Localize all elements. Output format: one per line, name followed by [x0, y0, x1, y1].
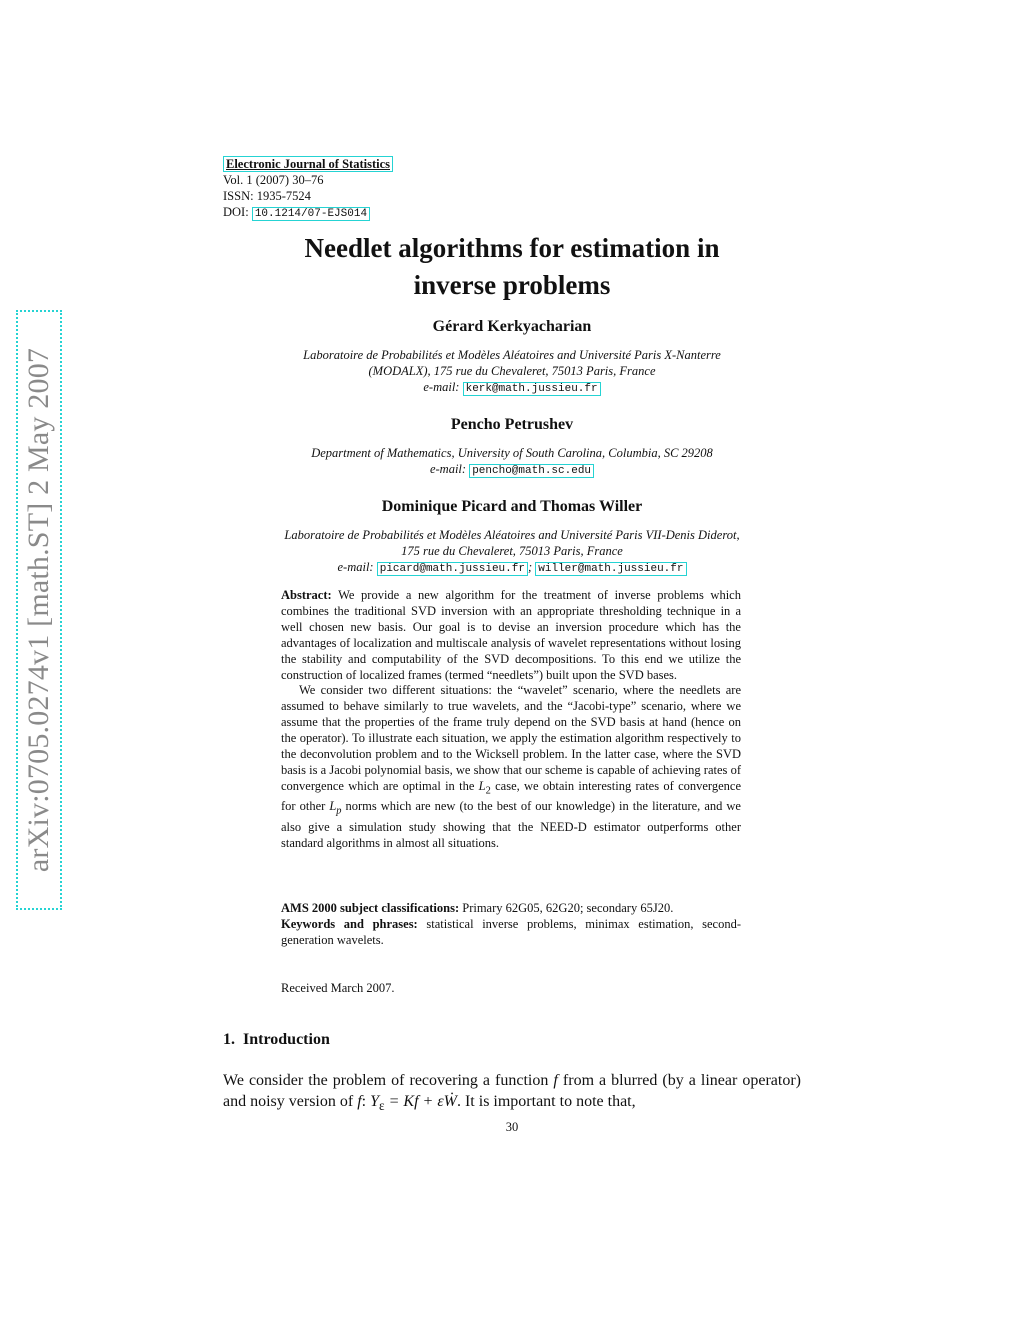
email-link[interactable]: kerk@math.jussieu.fr — [463, 382, 601, 396]
received-date: Received March 2007. — [281, 981, 395, 995]
author-name: Pencho Petrushev — [450, 416, 574, 433]
abstract: Abstract: We provide a new algorithm for the treatment of inverse problems which combines the traditional SVD inversion with an appropriate thresholding technique in a well chosen new basis. Our goal is to devise an inversion procedure which has the advantages of localization and multiscale analysis of wavelet representations without losing the stability and computability of the SVD decompositions. To this end we utilize the construction of localized frames (termed “needlets”) built upon the SVD bases. We consider two different situations: the “wavelet” scenario, where the needlets are assumed to behave similarly to true wavelets, and the “Jacobi-type” scenario, where we assume that the properties of the frame truly depend on the SVD basis at hand (hence on the operator). To illustrate each situation, we apply the estimation algorithm respectively to the deconvolution problem and to the Wicksell problem. In the latter case, where the SVD basis is a Jacobi polynomial basis, we show that our scheme is capable of achieving rates of convergence which are optimal in the $L_2$ case, we obtain interesting rates of convergence for other $L_p$ norms which are new (to the best of our knowledge) in the literature, and we also give a simulation study showing that the NEED-D estimator outperforms other standard algorithms in almost all situations. — [281, 588, 741, 850]
page-number: 30 — [505, 1120, 519, 1134]
subject-classifications: AMS 2000 subject classifications: Primary 62G05, 62G20; secondary 65J20. Keywords and phrases: statistical inverse problems, minimax estimation, second-generation wavelets. — [281, 901, 741, 947]
email-link[interactable]: pencho@math.sc.edu — [469, 464, 594, 478]
abstract-label: Abstract: — [281, 588, 332, 602]
author-affiliation: Department of Mathematics, University of South Carolina, Columbia, SC 29208 e-mail: pencho@math.sc.edu — [311, 446, 713, 477]
journal-doi: DOI: 10.1214/07-EJS014 — [223, 204, 393, 222]
journal-name-link[interactable]: Electronic Journal of Statistics — [223, 156, 393, 172]
doi-link[interactable]: 10.1214/07-EJS014 — [252, 207, 370, 221]
journal-volume: Vol. 1 (2007) 30–76 — [223, 173, 324, 187]
paper-title: Needlet algorithms for estimation in inverse problems — [304, 233, 720, 300]
keywords: statistical inverse problems, minimax estimation, second-generation wavelets. — [281, 916, 741, 947]
intro-paragraph: We consider the problem of recovering a function f from a blurred (by a linear operator) and noisy version of f: $Y_\varepsilon = Kf$ + εẆ. It is important to note that, — [223, 1072, 801, 1114]
author-affiliation: Laboratoire de Probabilités et Modèles Aléatoires and Université Paris VII-Denis Diderot, 175 rue du Chevaleret, 75013 Paris, France e-mail: picard@math.jussieu.fr ; willer@math.jussieu.fr — [284, 528, 740, 575]
journal-issn: ISSN: 1935-7524 — [223, 189, 311, 203]
section-heading: 1. Introduction — [223, 1031, 330, 1048]
email-link[interactable]: picard@math.jussieu.fr — [377, 562, 528, 576]
author-affiliation: Laboratoire de Probabilités et Modèles Aléatoires and Université Paris X-Nanterre (MODALX), 175 rue du Chevaleret, 75013 Paris, France e-mail: kerk@math.jussieu.fr — [303, 348, 721, 395]
arxiv-stamp[interactable]: arXiv:0705.0274v1 [math.ST] 2 May 2007 — [22, 347, 55, 873]
keywords-label: Keywords and phrases: — [281, 916, 418, 931]
author-name: Dominique Picard and Thomas Willer — [381, 498, 643, 515]
journal-header — [223, 156, 393, 222]
author-name: Gérard Kerkyacharian — [432, 318, 592, 335]
email-link[interactable]: willer@math.jussieu.fr — [535, 562, 686, 576]
